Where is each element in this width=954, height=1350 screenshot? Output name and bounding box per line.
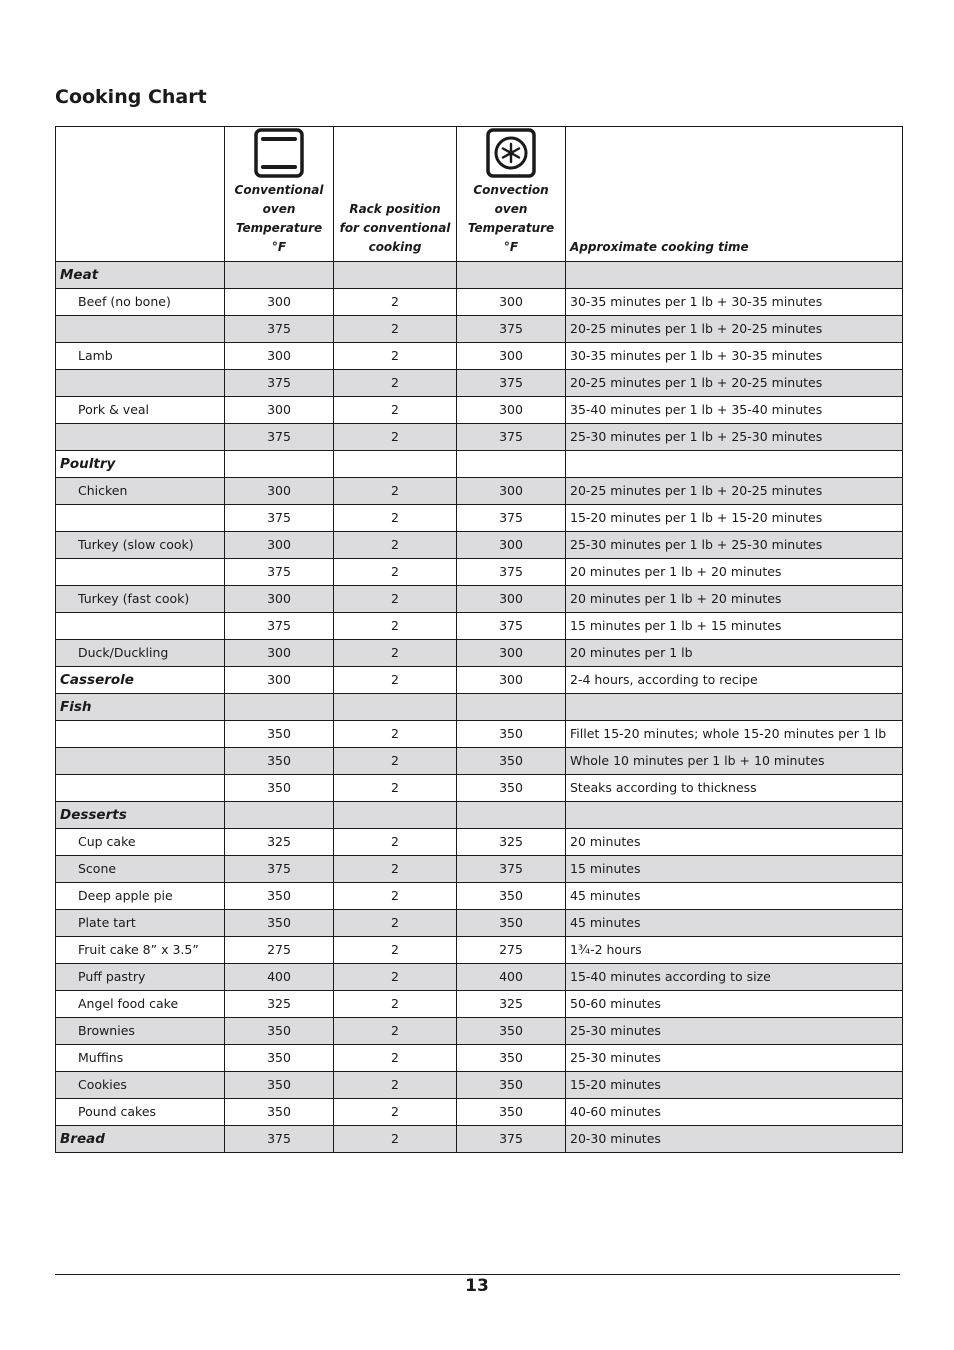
table-row — [56, 1126, 903, 1153]
rack-position-cell: 2 — [334, 316, 457, 343]
food-cell — [56, 721, 225, 748]
cooking-time-cell: 15-40 minutes according to size — [566, 964, 903, 991]
table-row — [56, 667, 903, 694]
cooking-time-cell: 35-40 minutes per 1 lb + 35-40 minutes — [566, 397, 903, 424]
food-cell — [56, 424, 225, 451]
cooking-time-cell: 20-25 minutes per 1 lb + 20-25 minutes — [566, 370, 903, 397]
page-number: 13 — [465, 1276, 489, 1296]
header-rack-position — [334, 127, 457, 262]
rack-position-cell: 2 — [334, 775, 457, 802]
rack-position-cell: 2 — [334, 478, 457, 505]
conventional-temp-cell: 375 — [225, 370, 334, 397]
cooking-time-cell: 25-30 minutes — [566, 1045, 903, 1072]
rack-position-cell: 2 — [334, 1126, 457, 1153]
conventional-temp-cell: 350 — [225, 775, 334, 802]
rack-position-cell: 2 — [334, 559, 457, 586]
cooking-time-cell: 20-25 minutes per 1 lb + 20-25 minutes — [566, 478, 903, 505]
rack-position-cell: 2 — [334, 397, 457, 424]
convection-temp-cell: 375 — [457, 505, 566, 532]
convection-temp-cell: 300 — [457, 532, 566, 559]
food-cell: Brownies — [56, 1018, 225, 1045]
food-cell — [56, 370, 225, 397]
rack-position-cell: 2 — [334, 937, 457, 964]
convection-temp-cell: 300 — [457, 667, 566, 694]
rack-position-cell: 2 — [334, 640, 457, 667]
conventional-temp-cell: 350 — [225, 1045, 334, 1072]
convection-temp-cell: 350 — [457, 1072, 566, 1099]
convection-temp-cell: 375 — [457, 1126, 566, 1153]
convection-temp-cell: 275 — [457, 937, 566, 964]
table-row — [56, 748, 903, 775]
rack-position-cell: 2 — [334, 586, 457, 613]
convection-fan-icon — [485, 127, 537, 179]
table-row — [56, 370, 903, 397]
convection-temp-cell: 375 — [457, 856, 566, 883]
category-cell: Bread — [56, 1126, 225, 1153]
convection-temp-cell: 375 — [457, 370, 566, 397]
conventional-temp-cell: 350 — [225, 1018, 334, 1045]
cooking-time-cell: 20 minutes per 1 lb — [566, 640, 903, 667]
conventional-temp-cell: 325 — [225, 829, 334, 856]
rack-position-cell: 2 — [334, 829, 457, 856]
rack-position-cell: 2 — [334, 1099, 457, 1126]
convection-temp-cell: 350 — [457, 883, 566, 910]
cooking-time-cell: Steaks according to thickness — [566, 775, 903, 802]
food-cell — [56, 748, 225, 775]
table-row — [56, 262, 903, 289]
table-row — [56, 1072, 903, 1099]
table-row — [56, 559, 903, 586]
convection-temp-cell: 375 — [457, 424, 566, 451]
footer-divider — [55, 1274, 900, 1275]
cooking-time-cell: 20 minutes per 1 lb + 20 minutes — [566, 559, 903, 586]
cooking-time-cell — [566, 262, 903, 289]
food-cell: Pound cakes — [56, 1099, 225, 1126]
conventional-temp-cell: 300 — [225, 343, 334, 370]
convection-temp-cell: 350 — [457, 1099, 566, 1126]
conventional-temp-cell: 375 — [225, 505, 334, 532]
table-row — [56, 802, 903, 829]
category-cell: Meat — [56, 262, 225, 289]
convection-temp-cell — [457, 694, 566, 721]
table-row — [56, 1099, 903, 1126]
cooking-time-cell: 25-30 minutes — [566, 1018, 903, 1045]
cooking-time-cell: 15 minutes per 1 lb + 15 minutes — [566, 613, 903, 640]
convection-temp-cell: 300 — [457, 640, 566, 667]
convection-temp-cell: 325 — [457, 829, 566, 856]
table-row — [56, 478, 903, 505]
header-conventional-line2: oven — [262, 202, 296, 216]
convection-temp-cell: 300 — [457, 397, 566, 424]
conventional-temp-cell: 300 — [225, 532, 334, 559]
rack-position-cell: 2 — [334, 964, 457, 991]
cooking-time-cell: Whole 10 minutes per 1 lb + 10 minutes — [566, 748, 903, 775]
table-row — [56, 397, 903, 424]
table-row — [56, 640, 903, 667]
table-row — [56, 1018, 903, 1045]
rack-position-cell — [334, 802, 457, 829]
rack-position-cell: 2 — [334, 721, 457, 748]
cooking-time-cell: 30-35 minutes per 1 lb + 30-35 minutes — [566, 289, 903, 316]
table-row — [56, 991, 903, 1018]
food-cell: Scone — [56, 856, 225, 883]
rack-position-cell: 2 — [334, 1045, 457, 1072]
cooking-time-cell: 20-25 minutes per 1 lb + 20-25 minutes — [566, 316, 903, 343]
cooking-time-cell: 45 minutes — [566, 910, 903, 937]
conventional-temp-cell: 350 — [225, 748, 334, 775]
conventional-temp-cell — [225, 802, 334, 829]
cooking-time-cell: 2-4 hours, according to recipe — [566, 667, 903, 694]
rack-position-cell: 2 — [334, 856, 457, 883]
table-row — [56, 316, 903, 343]
food-cell: Duck/Duckling — [56, 640, 225, 667]
convection-temp-cell — [457, 802, 566, 829]
category-cell: Desserts — [56, 802, 225, 829]
food-cell: Muffins — [56, 1045, 225, 1072]
conventional-temp-cell: 350 — [225, 1072, 334, 1099]
rack-position-cell: 2 — [334, 667, 457, 694]
convection-temp-cell: 375 — [457, 559, 566, 586]
cooking-time-cell: 30-35 minutes per 1 lb + 30-35 minutes — [566, 343, 903, 370]
conventional-temp-cell: 375 — [225, 424, 334, 451]
category-cell: Casserole — [56, 667, 225, 694]
rack-position-cell: 2 — [334, 1018, 457, 1045]
table-row — [56, 451, 903, 478]
cooking-time-cell: 40-60 minutes — [566, 1099, 903, 1126]
conventional-temp-cell — [225, 694, 334, 721]
conventional-temp-cell — [225, 451, 334, 478]
conventional-temp-cell: 350 — [225, 721, 334, 748]
cooking-time-cell: 50-60 minutes — [566, 991, 903, 1018]
convection-temp-cell: 350 — [457, 721, 566, 748]
rack-position-cell — [334, 262, 457, 289]
table-row — [56, 586, 903, 613]
convection-temp-cell: 350 — [457, 775, 566, 802]
food-cell: Cookies — [56, 1072, 225, 1099]
food-cell: Puff pastry — [56, 964, 225, 991]
conventional-temp-cell: 300 — [225, 667, 334, 694]
food-cell — [56, 505, 225, 532]
conventional-temp-cell: 350 — [225, 910, 334, 937]
food-cell — [56, 316, 225, 343]
table-row — [56, 424, 903, 451]
conventional-temp-cell: 350 — [225, 1099, 334, 1126]
header-rack-line1: Rack position — [349, 202, 441, 216]
cooking-time-cell — [566, 694, 903, 721]
header-convection-line1: Convection — [473, 183, 549, 197]
conventional-temp-cell: 375 — [225, 559, 334, 586]
conventional-temp-cell: 300 — [225, 289, 334, 316]
table-row — [56, 775, 903, 802]
conventional-temp-cell: 300 — [225, 640, 334, 667]
table-row — [56, 613, 903, 640]
cooking-time-cell: 15-20 minutes per 1 lb + 15-20 minutes — [566, 505, 903, 532]
header-conventional-oven — [225, 127, 334, 262]
food-cell: Fruit cake 8” x 3.5” — [56, 937, 225, 964]
table-header-row — [56, 127, 903, 262]
convection-temp-cell: 400 — [457, 964, 566, 991]
header-convection-temp: Temperature °F — [467, 221, 555, 254]
conventional-temp-cell: 375 — [225, 613, 334, 640]
cooking-time-cell: 45 minutes — [566, 883, 903, 910]
table-row — [56, 910, 903, 937]
convection-temp-cell: 300 — [457, 478, 566, 505]
conventional-temp-cell: 275 — [225, 937, 334, 964]
header-convection-line2: oven — [494, 202, 528, 216]
cooking-time-cell: 25-30 minutes per 1 lb + 25-30 minutes — [566, 424, 903, 451]
rack-position-cell: 2 — [334, 613, 457, 640]
convection-temp-cell: 350 — [457, 748, 566, 775]
food-cell: Beef (no bone) — [56, 289, 225, 316]
header-cooking-time: Approximate cooking time — [566, 127, 903, 262]
cooking-time-cell: 25-30 minutes per 1 lb + 25-30 minutes — [566, 532, 903, 559]
table-row — [56, 532, 903, 559]
rack-position-cell: 2 — [334, 1072, 457, 1099]
cooking-time-cell — [566, 802, 903, 829]
header-convection-oven — [457, 127, 566, 262]
rack-position-cell — [334, 694, 457, 721]
convection-temp-cell: 350 — [457, 1018, 566, 1045]
page-title: Cooking Chart — [55, 86, 207, 108]
conventional-temp-cell: 300 — [225, 586, 334, 613]
conventional-temp-cell: 300 — [225, 478, 334, 505]
header-conventional-temp: Temperature °F — [235, 221, 323, 254]
rack-position-cell — [334, 451, 457, 478]
food-cell: Plate tart — [56, 910, 225, 937]
rack-position-cell: 2 — [334, 883, 457, 910]
conventional-temp-cell: 375 — [225, 1126, 334, 1153]
rack-position-cell: 2 — [334, 532, 457, 559]
conventional-temp-cell: 325 — [225, 991, 334, 1018]
convection-temp-cell: 325 — [457, 991, 566, 1018]
cooking-chart-table — [55, 126, 903, 1153]
food-cell — [56, 613, 225, 640]
convection-temp-cell — [457, 451, 566, 478]
table-row — [56, 289, 903, 316]
table-row — [56, 829, 903, 856]
convection-temp-cell: 300 — [457, 586, 566, 613]
cooking-time-cell: 15 minutes — [566, 856, 903, 883]
cooking-time-cell: 1¾-2 hours — [566, 937, 903, 964]
conventional-oven-icon — [253, 127, 305, 179]
table-body — [56, 262, 903, 1153]
food-cell — [56, 559, 225, 586]
food-cell: Chicken — [56, 478, 225, 505]
food-cell: Deep apple pie — [56, 883, 225, 910]
category-cell: Fish — [56, 694, 225, 721]
food-cell: Angel food cake — [56, 991, 225, 1018]
convection-temp-cell: 375 — [457, 613, 566, 640]
food-cell: Cup cake — [56, 829, 225, 856]
cooking-time-cell: 20 minutes — [566, 829, 903, 856]
rack-position-cell: 2 — [334, 289, 457, 316]
convection-temp-cell — [457, 262, 566, 289]
conventional-temp-cell: 400 — [225, 964, 334, 991]
conventional-temp-cell: 375 — [225, 856, 334, 883]
table-row — [56, 964, 903, 991]
convection-temp-cell: 350 — [457, 1045, 566, 1072]
rack-position-cell: 2 — [334, 991, 457, 1018]
cooking-time-cell: 20 minutes per 1 lb + 20 minutes — [566, 586, 903, 613]
rack-position-cell: 2 — [334, 370, 457, 397]
conventional-temp-cell: 300 — [225, 397, 334, 424]
cooking-time-cell: Fillet 15-20 minutes; whole 15-20 minutes per 1 lb — [566, 721, 903, 748]
cooking-time-cell — [566, 451, 903, 478]
table-row — [56, 937, 903, 964]
convection-temp-cell: 350 — [457, 910, 566, 937]
cooking-time-cell: 15-20 minutes — [566, 1072, 903, 1099]
header-rack-line2: for conventional — [339, 221, 451, 235]
table-row — [56, 343, 903, 370]
rack-position-cell: 2 — [334, 910, 457, 937]
rack-position-cell: 2 — [334, 343, 457, 370]
conventional-temp-cell: 375 — [225, 316, 334, 343]
table-row — [56, 856, 903, 883]
conventional-temp-cell: 350 — [225, 883, 334, 910]
rack-position-cell: 2 — [334, 748, 457, 775]
category-cell: Poultry — [56, 451, 225, 478]
food-cell: Pork & veal — [56, 397, 225, 424]
convection-temp-cell: 300 — [457, 343, 566, 370]
table-row — [56, 694, 903, 721]
rack-position-cell: 2 — [334, 505, 457, 532]
header-rack-line3: cooking — [368, 240, 422, 254]
convection-temp-cell: 300 — [457, 289, 566, 316]
table-row — [56, 883, 903, 910]
food-cell: Turkey (fast cook) — [56, 586, 225, 613]
convection-temp-cell: 375 — [457, 316, 566, 343]
table-row — [56, 721, 903, 748]
conventional-temp-cell — [225, 262, 334, 289]
header-blank — [56, 127, 225, 262]
header-conventional-line1: Conventional — [234, 183, 324, 197]
food-cell: Lamb — [56, 343, 225, 370]
table-row — [56, 505, 903, 532]
food-cell — [56, 775, 225, 802]
food-cell: Turkey (slow cook) — [56, 532, 225, 559]
cooking-time-cell: 20-30 minutes — [566, 1126, 903, 1153]
table-row — [56, 1045, 903, 1072]
rack-position-cell: 2 — [334, 424, 457, 451]
